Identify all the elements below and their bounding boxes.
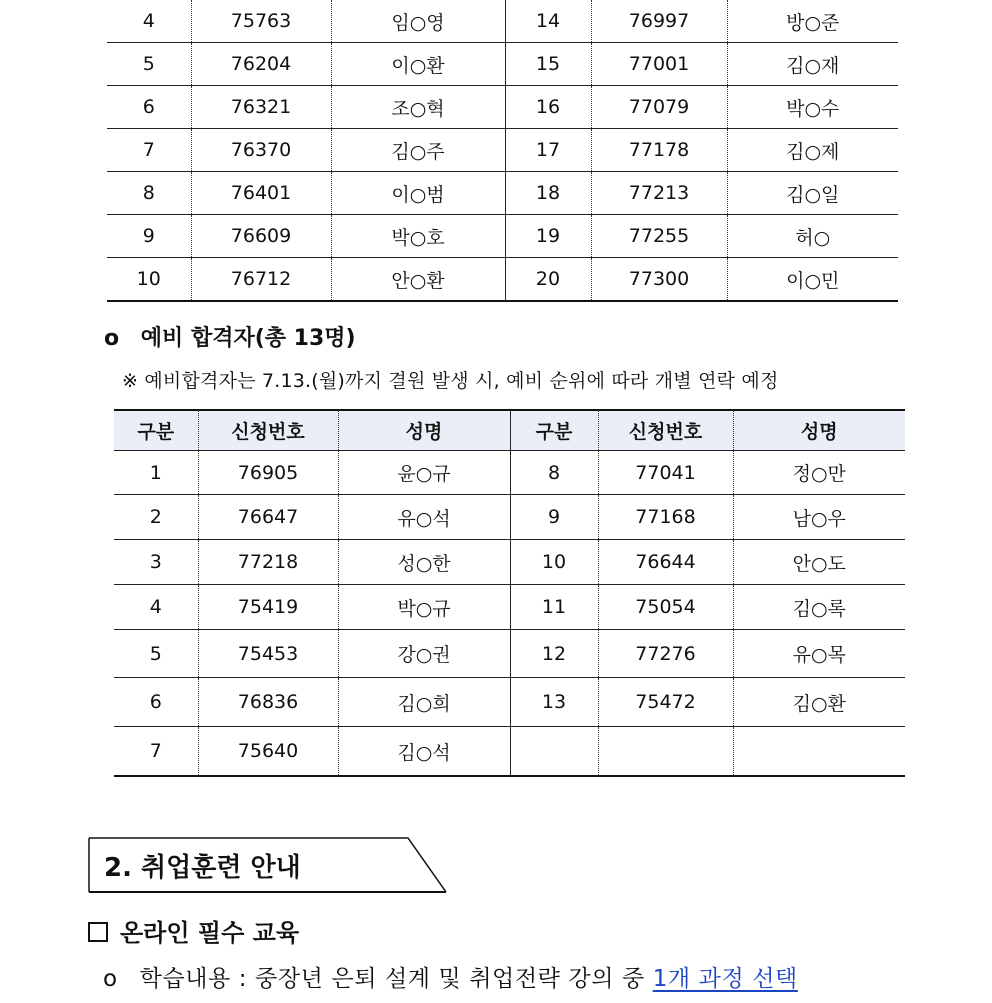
table-cell: 김○록 (733, 585, 905, 630)
table-row (114, 727, 905, 777)
table-cell: 정○만 (733, 451, 905, 495)
online-education-heading (88, 913, 299, 948)
table-cell: 77300 (591, 258, 727, 302)
table-cell: 76997 (591, 0, 727, 43)
table-cell: 76370 (191, 129, 331, 172)
table-cell: 성○한 (338, 540, 510, 585)
table-cell: 2 (114, 495, 198, 540)
table-cell: 5 (114, 630, 198, 678)
table-cell: 남○우 (733, 495, 905, 540)
table-cell: 7 (107, 129, 191, 172)
table-row (107, 0, 898, 43)
table-cell (510, 727, 598, 777)
bullet-o: o (104, 326, 120, 351)
table-cell: 방○준 (727, 0, 898, 43)
table-cell: 18 (505, 172, 591, 215)
table-row (107, 129, 898, 172)
table-cell (733, 727, 905, 777)
bullet-o: o (103, 966, 118, 992)
table-cell: 14 (505, 0, 591, 43)
table-cell: 김○제 (727, 129, 898, 172)
table-cell: 77255 (591, 215, 727, 258)
table-cell: 조○혁 (331, 86, 505, 129)
table-row (114, 495, 905, 540)
table-cell: 77213 (591, 172, 727, 215)
table-cell: 75419 (198, 585, 338, 630)
table-cell: 김○재 (727, 43, 898, 86)
table-cell: 8 (510, 451, 598, 495)
table-row (107, 86, 898, 129)
table-cell: 허○ (727, 215, 898, 258)
table-cell: 77218 (198, 540, 338, 585)
table-cell: 20 (505, 258, 591, 302)
table-cell: 77168 (598, 495, 733, 540)
reserve-heading (104, 321, 356, 352)
table-cell: 김○환 (733, 678, 905, 727)
table-row (114, 540, 905, 585)
course-select-link[interactable]: 1개 과정 선택 (652, 966, 798, 992)
table-cell: 77079 (591, 86, 727, 129)
table-cell: 유○목 (733, 630, 905, 678)
column-header: 신청번호 (198, 410, 338, 451)
table-cell: 이○민 (727, 258, 898, 302)
table-cell (598, 727, 733, 777)
table-cell: 3 (114, 540, 198, 585)
reserve-heading-text: 예비 합격자(총 13명) (140, 326, 356, 351)
table-cell: 유○석 (338, 495, 510, 540)
column-header: 성명 (338, 410, 510, 451)
table-cell: 김○석 (338, 727, 510, 777)
table-cell: 4 (114, 585, 198, 630)
learning-content-line (103, 960, 798, 993)
sub-heading-text: 온라인 필수 교육 (120, 919, 299, 947)
column-header: 신청번호 (598, 410, 733, 451)
table-cell: 77041 (598, 451, 733, 495)
table-cell: 8 (107, 172, 191, 215)
table-cell: 10 (107, 258, 191, 302)
table-cell: 김○희 (338, 678, 510, 727)
table-cell: 김○일 (727, 172, 898, 215)
table-cell: 75763 (191, 0, 331, 43)
table-cell: 12 (510, 630, 598, 678)
table-cell: 76609 (191, 215, 331, 258)
table-cell: 75472 (598, 678, 733, 727)
table-cell: 김○주 (331, 129, 505, 172)
table-cell: 75054 (598, 585, 733, 630)
table-cell: 11 (510, 585, 598, 630)
table-cell: 76321 (191, 86, 331, 129)
table-cell: 76644 (598, 540, 733, 585)
column-header: 성명 (733, 410, 905, 451)
table-cell: 16 (505, 86, 591, 129)
table-cell: 76712 (191, 258, 331, 302)
passed-applicants-table (107, 0, 898, 302)
table-cell: 이○환 (331, 43, 505, 86)
table-cell: 윤○규 (338, 451, 510, 495)
table-cell: 76905 (198, 451, 338, 495)
table-cell: 7 (114, 727, 198, 777)
table-cell: 75453 (198, 630, 338, 678)
checkbox-icon (88, 922, 108, 942)
table-cell: 15 (505, 43, 591, 86)
table-cell: 1 (114, 451, 198, 495)
table-cell: 17 (505, 129, 591, 172)
table-cell: 77276 (598, 630, 733, 678)
table-cell: 77178 (591, 129, 727, 172)
table-cell: 5 (107, 43, 191, 86)
table-cell: 9 (107, 215, 191, 258)
learning-content-text: 학습내용 : 중장년 은퇴 설계 및 취업전략 강의 중 (139, 966, 653, 992)
table-cell: 박○호 (331, 215, 505, 258)
table-row (114, 585, 905, 630)
table-row (107, 258, 898, 302)
table-cell: 76836 (198, 678, 338, 727)
table-cell: 안○도 (733, 540, 905, 585)
table-row (114, 678, 905, 727)
column-header: 구분 (114, 410, 198, 451)
table-cell: 박○수 (727, 86, 898, 129)
table-row (107, 43, 898, 86)
table-cell: 75640 (198, 727, 338, 777)
table-row (107, 172, 898, 215)
table-cell: 9 (510, 495, 598, 540)
table-cell: 안○환 (331, 258, 505, 302)
table-cell: 4 (107, 0, 191, 43)
table-cell: 13 (510, 678, 598, 727)
table-row (107, 215, 898, 258)
table-cell: 6 (114, 678, 198, 727)
table-cell: 76647 (198, 495, 338, 540)
table-cell: 76204 (191, 43, 331, 86)
table-row (114, 451, 905, 495)
table-row (114, 630, 905, 678)
column-header: 구분 (510, 410, 598, 451)
table-cell: 76401 (191, 172, 331, 215)
table-cell: 19 (505, 215, 591, 258)
section-title-box (88, 837, 448, 893)
table-cell: 임○영 (331, 0, 505, 43)
table-cell: 강○권 (338, 630, 510, 678)
reserve-applicants-table (114, 409, 905, 777)
table-cell: 박○규 (338, 585, 510, 630)
table-cell: 이○범 (331, 172, 505, 215)
section-title: 2. 취업훈련 안내 (104, 853, 301, 883)
table-cell: 10 (510, 540, 598, 585)
table-cell: 6 (107, 86, 191, 129)
reserve-note: ※ 예비합격자는 7.13.(월)까지 결원 발생 시, 예비 순위에 따라 개별 연락 예정 (122, 370, 779, 392)
table-cell: 77001 (591, 43, 727, 86)
